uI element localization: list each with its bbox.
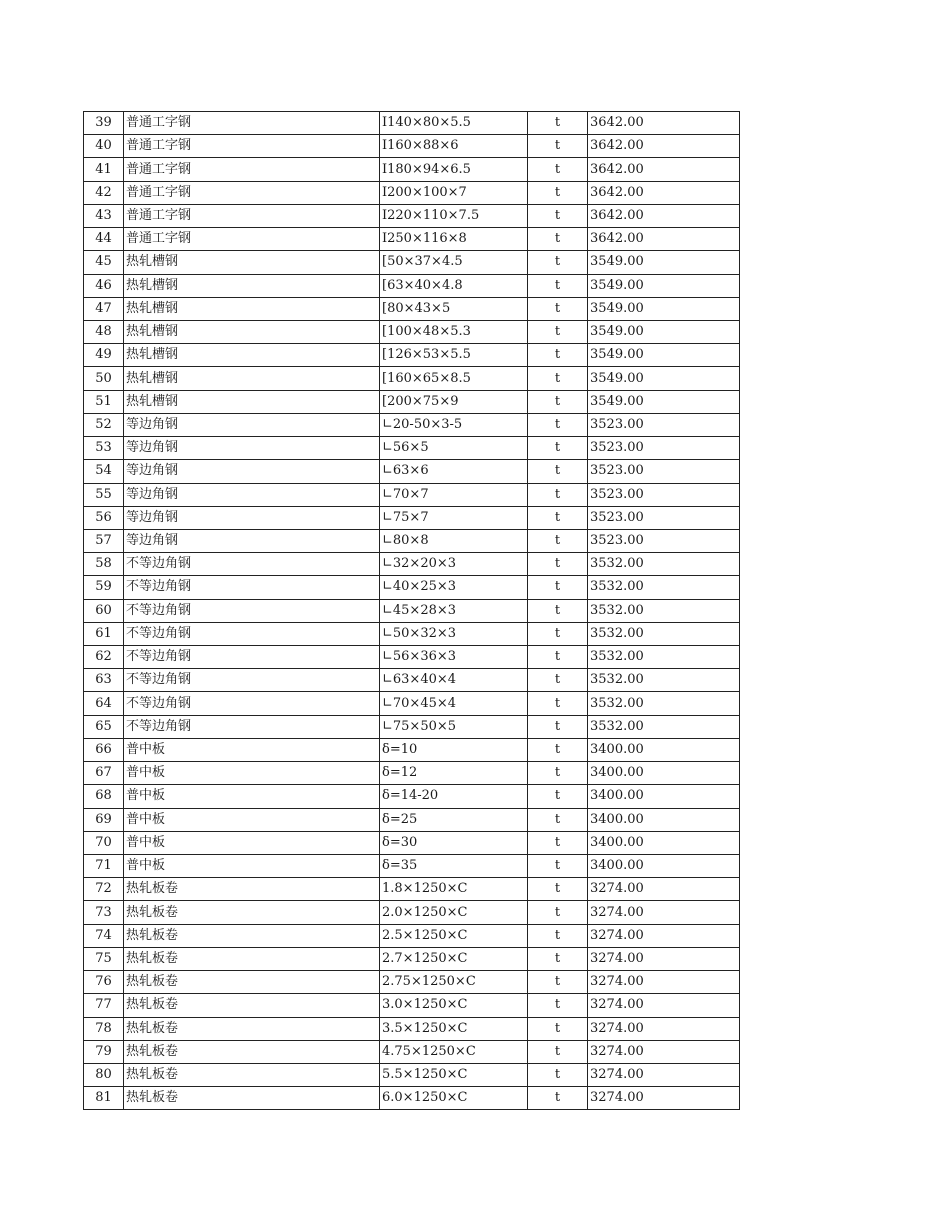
unit-cell: t [528,437,588,460]
table-row [84,785,740,808]
unit-price-cell: 3523.00 [588,529,740,552]
unit-price-cell: 3400.00 [588,762,740,785]
row-number-cell: 70 [84,831,124,854]
price-table-body [84,112,740,1110]
table-row [84,204,740,227]
row-number-cell: 60 [84,599,124,622]
unit-price-cell: 3274.00 [588,1040,740,1063]
material-name-cell: 普通工字钢 [124,112,380,135]
unit-price-cell: 3549.00 [588,274,740,297]
material-name-cell: 热轧槽钢 [124,367,380,390]
unit-cell: t [528,762,588,785]
unit-price-cell: 3549.00 [588,320,740,343]
material-name-cell: 热轧板卷 [124,1063,380,1086]
unit-cell: t [528,831,588,854]
table-row [84,1040,740,1063]
row-number-cell: 67 [84,762,124,785]
specification-cell: 2.0×1250×C [380,901,528,924]
table-row [84,971,740,994]
specification-cell: I180×94×6.5 [380,158,528,181]
table-row [84,599,740,622]
unit-price-cell: 3532.00 [588,669,740,692]
material-name-cell: 普中板 [124,738,380,761]
specification-cell: [100×48×5.3 [380,320,528,343]
unit-cell: t [528,599,588,622]
specification-cell: 2.7×1250×C [380,947,528,970]
table-row [84,947,740,970]
unit-cell: t [528,1087,588,1110]
unit-price-cell: 3523.00 [588,437,740,460]
unit-cell: t [528,715,588,738]
unit-price-cell: 3274.00 [588,971,740,994]
row-number-cell: 63 [84,669,124,692]
table-row [84,994,740,1017]
row-number-cell: 62 [84,646,124,669]
material-name-cell: 热轧板卷 [124,947,380,970]
table-row [84,553,740,576]
unit-cell: t [528,181,588,204]
specification-cell: ∟40×25×3 [380,576,528,599]
row-number-cell: 39 [84,112,124,135]
row-number-cell: 78 [84,1017,124,1040]
table-row [84,320,740,343]
specification-cell: δ=35 [380,855,528,878]
table-row [84,413,740,436]
price-table [83,111,740,1110]
specification-cell: 5.5×1250×C [380,1063,528,1086]
row-number-cell: 45 [84,251,124,274]
material-name-cell: 普中板 [124,808,380,831]
specification-cell: ∟75×50×5 [380,715,528,738]
specification-cell: ∟63×40×4 [380,669,528,692]
specification-cell: I250×116×8 [380,228,528,251]
unit-price-cell: 3274.00 [588,1063,740,1086]
material-name-cell: 普中板 [124,855,380,878]
material-name-cell: 不等边角钢 [124,599,380,622]
material-name-cell: 等边角钢 [124,413,380,436]
unit-price-cell: 3400.00 [588,808,740,831]
material-name-cell: 等边角钢 [124,437,380,460]
material-name-cell: 等边角钢 [124,529,380,552]
unit-price-cell: 3549.00 [588,344,740,367]
specification-cell: ∟32×20×3 [380,553,528,576]
row-number-cell: 72 [84,878,124,901]
material-name-cell: 普中板 [124,831,380,854]
unit-price-cell: 3532.00 [588,553,740,576]
specification-cell: δ=10 [380,738,528,761]
row-number-cell: 47 [84,297,124,320]
unit-price-cell: 3400.00 [588,855,740,878]
table-row [84,158,740,181]
unit-cell: t [528,878,588,901]
specification-cell: ∟63×6 [380,460,528,483]
row-number-cell: 80 [84,1063,124,1086]
row-number-cell: 49 [84,344,124,367]
unit-cell: t [528,669,588,692]
unit-price-cell: 3274.00 [588,901,740,924]
unit-price-cell: 3523.00 [588,460,740,483]
unit-price-cell: 3400.00 [588,738,740,761]
row-number-cell: 41 [84,158,124,181]
material-name-cell: 普通工字钢 [124,204,380,227]
table-row [84,437,740,460]
unit-cell: t [528,367,588,390]
specification-cell: [50×37×4.5 [380,251,528,274]
material-name-cell: 不等边角钢 [124,669,380,692]
unit-price-cell: 3274.00 [588,878,740,901]
material-name-cell: 热轧槽钢 [124,320,380,343]
table-row [84,251,740,274]
unit-cell: t [528,112,588,135]
table-row [84,855,740,878]
unit-cell: t [528,738,588,761]
unit-cell: t [528,251,588,274]
table-row [84,669,740,692]
table-row [84,924,740,947]
row-number-cell: 58 [84,553,124,576]
unit-cell: t [528,460,588,483]
row-number-cell: 73 [84,901,124,924]
specification-cell: 4.75×1250×C [380,1040,528,1063]
specification-cell: 3.0×1250×C [380,994,528,1017]
unit-price-cell: 3274.00 [588,924,740,947]
material-name-cell: 不等边角钢 [124,622,380,645]
specification-cell: [63×40×4.8 [380,274,528,297]
unit-cell: t [528,204,588,227]
specification-cell: ∟56×5 [380,437,528,460]
unit-cell: t [528,344,588,367]
table-row [84,738,740,761]
table-row [84,622,740,645]
table-row [84,878,740,901]
unit-price-cell: 3642.00 [588,135,740,158]
row-number-cell: 74 [84,924,124,947]
material-name-cell: 热轧槽钢 [124,390,380,413]
material-name-cell: 热轧板卷 [124,924,380,947]
material-name-cell: 热轧板卷 [124,971,380,994]
unit-price-cell: 3642.00 [588,228,740,251]
material-name-cell: 普通工字钢 [124,158,380,181]
unit-price-cell: 3642.00 [588,158,740,181]
specification-cell: ∟75×7 [380,506,528,529]
unit-price-cell: 3549.00 [588,390,740,413]
unit-cell: t [528,808,588,831]
table-row [84,1017,740,1040]
specification-cell: 6.0×1250×C [380,1087,528,1110]
unit-cell: t [528,390,588,413]
unit-cell: t [528,135,588,158]
unit-cell: t [528,971,588,994]
material-name-cell: 热轧板卷 [124,994,380,1017]
row-number-cell: 44 [84,228,124,251]
table-row [84,692,740,715]
material-name-cell: 不等边角钢 [124,553,380,576]
specification-cell: [200×75×9 [380,390,528,413]
specification-cell: 2.75×1250×C [380,971,528,994]
table-row [84,1063,740,1086]
specification-cell: ∟70×45×4 [380,692,528,715]
row-number-cell: 56 [84,506,124,529]
unit-price-cell: 3400.00 [588,785,740,808]
unit-cell: t [528,855,588,878]
row-number-cell: 65 [84,715,124,738]
unit-cell: t [528,646,588,669]
unit-price-cell: 3532.00 [588,576,740,599]
material-name-cell: 热轧板卷 [124,901,380,924]
specification-cell: δ=25 [380,808,528,831]
material-name-cell: 热轧槽钢 [124,344,380,367]
row-number-cell: 57 [84,529,124,552]
row-number-cell: 53 [84,437,124,460]
table-row [84,646,740,669]
table-row [84,460,740,483]
table-row [84,112,740,135]
material-name-cell: 热轧板卷 [124,1040,380,1063]
row-number-cell: 43 [84,204,124,227]
specification-cell: 1.8×1250×C [380,878,528,901]
row-number-cell: 59 [84,576,124,599]
specification-cell: ∟56×36×3 [380,646,528,669]
specification-cell: δ=30 [380,831,528,854]
material-name-cell: 等边角钢 [124,506,380,529]
material-name-cell: 热轧槽钢 [124,251,380,274]
row-number-cell: 50 [84,367,124,390]
table-row [84,506,740,529]
material-name-cell: 普中板 [124,762,380,785]
unit-cell: t [528,924,588,947]
table-row [84,576,740,599]
unit-cell: t [528,1017,588,1040]
row-number-cell: 79 [84,1040,124,1063]
material-name-cell: 普通工字钢 [124,135,380,158]
specification-cell: δ=14-20 [380,785,528,808]
material-name-cell: 不等边角钢 [124,646,380,669]
unit-price-cell: 3549.00 [588,367,740,390]
table-row [84,274,740,297]
specification-cell: ∟50×32×3 [380,622,528,645]
row-number-cell: 64 [84,692,124,715]
material-name-cell: 热轧板卷 [124,878,380,901]
material-name-cell: 热轧板卷 [124,1087,380,1110]
unit-price-cell: 3274.00 [588,994,740,1017]
table-row [84,344,740,367]
table-row [84,901,740,924]
table-row [84,367,740,390]
unit-cell: t [528,1063,588,1086]
specification-cell: [126×53×5.5 [380,344,528,367]
material-name-cell: 不等边角钢 [124,715,380,738]
row-number-cell: 51 [84,390,124,413]
row-number-cell: 42 [84,181,124,204]
row-number-cell: 54 [84,460,124,483]
unit-cell: t [528,692,588,715]
table-row [84,1087,740,1110]
material-name-cell: 等边角钢 [124,483,380,506]
unit-cell: t [528,553,588,576]
specification-cell: ∟45×28×3 [380,599,528,622]
row-number-cell: 71 [84,855,124,878]
unit-cell: t [528,274,588,297]
table-row [84,831,740,854]
unit-price-cell: 3642.00 [588,204,740,227]
unit-price-cell: 3274.00 [588,947,740,970]
row-number-cell: 61 [84,622,124,645]
specification-cell: 2.5×1250×C [380,924,528,947]
unit-price-cell: 3274.00 [588,1087,740,1110]
row-number-cell: 66 [84,738,124,761]
table-row [84,181,740,204]
row-number-cell: 75 [84,947,124,970]
specification-cell: I140×80×5.5 [380,112,528,135]
unit-cell: t [528,576,588,599]
table-row [84,715,740,738]
unit-price-cell: 3400.00 [588,831,740,854]
unit-price-cell: 3642.00 [588,181,740,204]
specification-cell: 3.5×1250×C [380,1017,528,1040]
table-row [84,135,740,158]
row-number-cell: 68 [84,785,124,808]
unit-price-cell: 3532.00 [588,646,740,669]
unit-price-cell: 3532.00 [588,692,740,715]
table-row [84,297,740,320]
unit-cell: t [528,506,588,529]
unit-cell: t [528,158,588,181]
unit-cell: t [528,947,588,970]
unit-price-cell: 3523.00 [588,413,740,436]
unit-cell: t [528,413,588,436]
material-name-cell: 不等边角钢 [124,692,380,715]
specification-cell: ∟80×8 [380,529,528,552]
unit-cell: t [528,297,588,320]
unit-price-cell: 3523.00 [588,483,740,506]
unit-price-cell: 3642.00 [588,112,740,135]
row-number-cell: 76 [84,971,124,994]
table-row [84,808,740,831]
specification-cell: I220×110×7.5 [380,204,528,227]
material-name-cell: 不等边角钢 [124,576,380,599]
unit-price-cell: 3523.00 [588,506,740,529]
material-name-cell: 普通工字钢 [124,181,380,204]
unit-cell: t [528,529,588,552]
unit-price-cell: 3274.00 [588,1017,740,1040]
material-name-cell: 热轧板卷 [124,1017,380,1040]
row-number-cell: 55 [84,483,124,506]
table-row [84,390,740,413]
unit-cell: t [528,622,588,645]
specification-cell: [80×43×5 [380,297,528,320]
unit-price-cell: 3532.00 [588,715,740,738]
table-row [84,228,740,251]
row-number-cell: 69 [84,808,124,831]
unit-cell: t [528,483,588,506]
unit-cell: t [528,1040,588,1063]
unit-price-cell: 3532.00 [588,599,740,622]
row-number-cell: 40 [84,135,124,158]
specification-cell: I160×88×6 [380,135,528,158]
material-name-cell: 普通工字钢 [124,228,380,251]
table-row [84,762,740,785]
specification-cell: ∟70×7 [380,483,528,506]
row-number-cell: 52 [84,413,124,436]
row-number-cell: 77 [84,994,124,1017]
unit-cell: t [528,228,588,251]
unit-price-cell: 3549.00 [588,251,740,274]
row-number-cell: 46 [84,274,124,297]
material-name-cell: 普中板 [124,785,380,808]
material-name-cell: 热轧槽钢 [124,297,380,320]
unit-cell: t [528,901,588,924]
unit-cell: t [528,785,588,808]
table-row [84,529,740,552]
unit-price-cell: 3549.00 [588,297,740,320]
unit-price-cell: 3532.00 [588,622,740,645]
specification-cell: [160×65×8.5 [380,367,528,390]
unit-cell: t [528,994,588,1017]
row-number-cell: 48 [84,320,124,343]
unit-cell: t [528,320,588,343]
specification-cell: ∟20-50×3-5 [380,413,528,436]
row-number-cell: 81 [84,1087,124,1110]
specification-cell: I200×100×7 [380,181,528,204]
specification-cell: δ=12 [380,762,528,785]
table-row [84,483,740,506]
material-name-cell: 热轧槽钢 [124,274,380,297]
material-name-cell: 等边角钢 [124,460,380,483]
